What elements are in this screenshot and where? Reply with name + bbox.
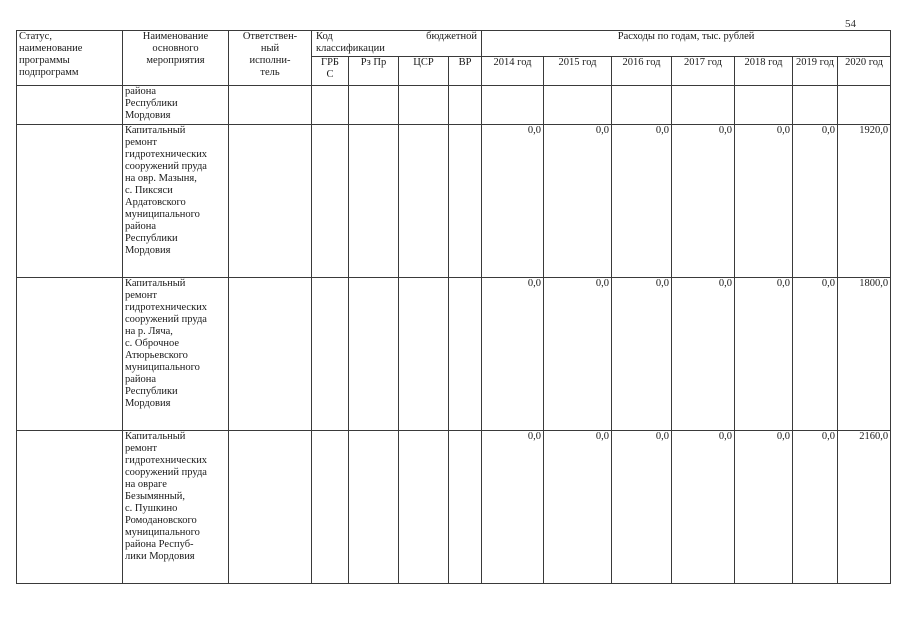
csr-cell <box>399 278 449 431</box>
value-2016 <box>612 86 672 125</box>
value-2017: 0,0 <box>672 278 735 431</box>
year-header-2020: 2020 год <box>838 57 891 86</box>
table-row <box>17 278 891 431</box>
value-2015 <box>544 86 612 125</box>
table-row <box>17 125 891 278</box>
value-2014: 0,0 <box>482 431 544 584</box>
budget-table <box>16 30 891 584</box>
rzpr-cell <box>349 86 399 125</box>
year-header-2019: 2019 год <box>793 57 838 86</box>
value-2017 <box>672 86 735 125</box>
csr-cell <box>399 125 449 278</box>
value-2017: 0,0 <box>672 125 735 278</box>
executor-header: Ответствен- ный исполни- тель <box>229 31 312 86</box>
value-2017: 0,0 <box>672 431 735 584</box>
budget-word: бюджетной <box>426 31 478 42</box>
value-2020 <box>838 86 891 125</box>
status-cell <box>17 278 123 431</box>
name-header: Наименование основного мероприятия <box>123 31 229 86</box>
vr-cell <box>449 431 482 584</box>
vr-cell <box>449 125 482 278</box>
status-cell <box>17 86 123 125</box>
table-row <box>17 431 891 584</box>
year-header-2016: 2016 год <box>612 57 672 86</box>
spending-header: Расходы по годам, тыс. рублей <box>482 31 891 57</box>
value-2018 <box>735 86 793 125</box>
value-2015: 0,0 <box>544 278 612 431</box>
value-2020: 1800,0 <box>838 278 891 431</box>
grbs-cell <box>312 278 349 431</box>
activity-name-cell: района Республики Мордовия <box>123 86 229 125</box>
executor-cell <box>229 431 312 584</box>
value-2016: 0,0 <box>612 431 672 584</box>
value-2018: 0,0 <box>735 431 793 584</box>
vr-cell <box>449 86 482 125</box>
csr-header: ЦСР <box>399 57 449 86</box>
table-row <box>17 86 891 125</box>
year-header-2015: 2015 год <box>544 57 612 86</box>
vr-header: ВР <box>449 57 482 86</box>
csr-cell <box>399 86 449 125</box>
value-2020: 2160,0 <box>838 431 891 584</box>
budget-code-header <box>312 31 482 57</box>
value-2016: 0,0 <box>612 125 672 278</box>
value-2019: 0,0 <box>793 125 838 278</box>
activity-name-cell: Капитальный ремонт гидротехнических сооружений пруда на р. Ляча, с. Оброчное Атюрьевского муниципального района Республики Мордовия <box>123 278 229 431</box>
page-number: 54 <box>845 18 856 30</box>
year-header-2014: 2014 год <box>482 57 544 86</box>
value-2019: 0,0 <box>793 431 838 584</box>
value-2019: 0,0 <box>793 278 838 431</box>
executor-cell <box>229 86 312 125</box>
status-cell <box>17 431 123 584</box>
code-word: Код <box>316 31 333 42</box>
value-2014: 0,0 <box>482 125 544 278</box>
year-header-2017: 2017 год <box>672 57 735 86</box>
value-2014: 0,0 <box>482 278 544 431</box>
rzpr-header: Рз Пр <box>349 57 399 86</box>
grbs-cell <box>312 125 349 278</box>
grbs-header: ГРБ С <box>312 57 349 86</box>
vr-cell <box>449 278 482 431</box>
executor-cell <box>229 125 312 278</box>
value-2018: 0,0 <box>735 125 793 278</box>
grbs-cell <box>312 431 349 584</box>
activity-name-cell: Капитальный ремонт гидротехнических сооружений пруда на овр. Мазыня, с. Пиксяси Ардатовского муниципального района Республики Мордовия <box>123 125 229 278</box>
status-header: Статус, наименование программы подпрограмм <box>17 31 123 86</box>
csr-cell <box>399 431 449 584</box>
header-row-1 <box>17 31 891 57</box>
rzpr-cell <box>349 431 399 584</box>
activity-name-cell: Капитальный ремонт гидротехнических сооружений пруда на овраге Безымянный, с. Пушкино Ромодановского муниципального района Респуб- лики Мордовия <box>123 431 229 584</box>
grbs-cell <box>312 86 349 125</box>
value-2020: 1920,0 <box>838 125 891 278</box>
rzpr-cell <box>349 278 399 431</box>
executor-cell <box>229 278 312 431</box>
value-2015: 0,0 <box>544 431 612 584</box>
value-2015: 0,0 <box>544 125 612 278</box>
value-2014 <box>482 86 544 125</box>
value-2018: 0,0 <box>735 278 793 431</box>
value-2019 <box>793 86 838 125</box>
rzpr-cell <box>349 125 399 278</box>
status-cell <box>17 125 123 278</box>
year-header-2018: 2018 год <box>735 57 793 86</box>
value-2016: 0,0 <box>612 278 672 431</box>
classification-word: классификации <box>316 43 385 54</box>
